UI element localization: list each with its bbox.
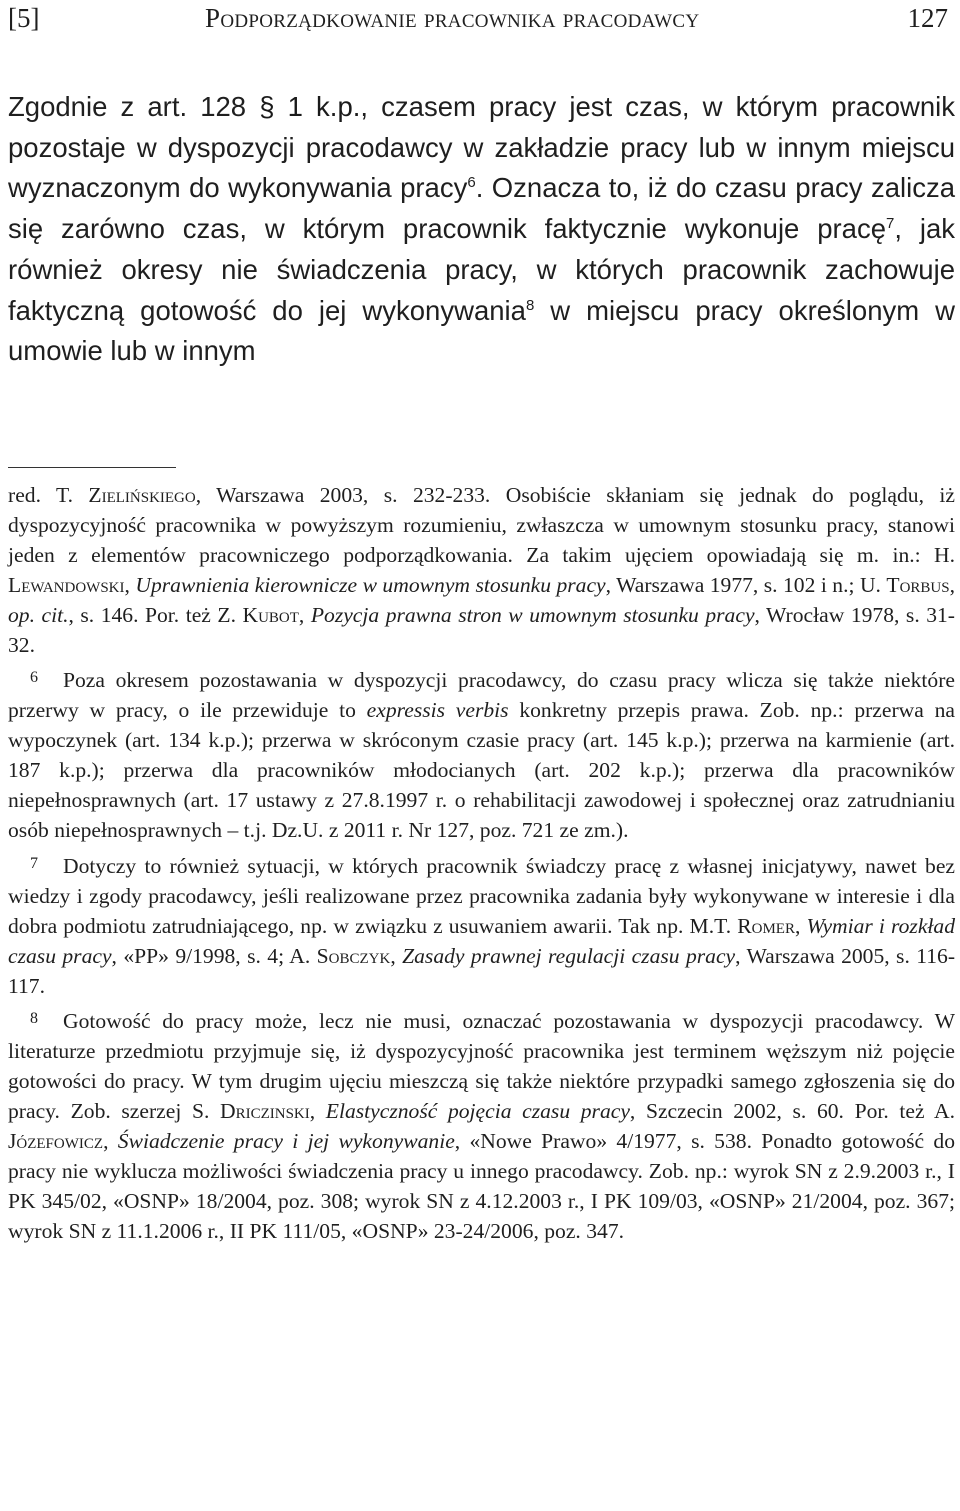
footnote-8: 8 Gotowość do pracy może, lecz nie musi, oznaczać pozostawania w dyspozycji pracodawcy. W literaturze przedmiotu przyjmuje się, iż dyspozycyjność pracownika jest terminem węższym niż pojęcie gotowości do pracy. W tym drugim ujęciu mieszczą się także niektóre przypadki samego zgłoszenia się do pracy. Zob. szerzej S. Driczinski, Elastyczność pojęcia czasu pracy, Szczecin 2002, s. 60. Por. też A. Józefowicz, Świadczenie pracy i jej wykonywanie, «Nowe Prawo» 4/1977, s. 538. Ponadto gotowość do pracy nie wyklucza możliwości świadczenia pracy u innego pracodawcy. Zob. np.: wyrok SN z 2.9.2003 r., I PK 345/02, «OSNP» 18/2004, poz. 308; wyrok SN z 4.12.2003 r., I PK 109/03, «OSNP» 21/2004, poz. 367; wyrok SN z 11.1.2006 r., II PK 111/05, «OSNP» 23-24/2006, poz. 347.	[8, 1004, 955, 1246]
footnote-separator	[8, 467, 176, 468]
footnote-number: 6	[30, 669, 38, 687]
footnote-7: 7 Dotyczy to również sytuacji, w których pracownik świadczy pracę z własnej inicjatywy, nawet bez wiedzy i zgody pracodawcy, jeśli realizowane przez pracownika zadania były wykonywane w interesie i dla dobra podmiotu zatrudniającego, np. w związku z usuwaniem awarii. Tak np. M.T. Romer, Wymiar i rozkład czasu pracy, «PP» 9/1998, s. 4; A. Sobczyk, Zasady prawnej regulacji czasu pracy, Warszawa 2005, s. 116-117.	[8, 849, 955, 1002]
footnote-ref-7[interactable]: 7	[886, 215, 895, 233]
running-header	[0, 0, 960, 40]
footnote-continued: red. T. Zielińskiego, Warszawa 2003, s. 232-233. Osobiście skłaniam się jednak do poglądu, iż dyspozycyjność pracownika w powyższym rozumieniu, zwłaszcza w umownym stosunku pracy, stanowi jeden z elementów pracowniczego podporządkowania. Za takim ujęciem opowiadają się m. in.: H. Lewandowski, Uprawnienia kierownicze w umownym stosunku pracy, Warszawa 1977, s. 102 i n.; U. Torbus, op. cit., s. 146. Por. też Z. Kubot, Pozycja prawna stron w umownym stosunku pracy, Wrocław 1978, s. 31-32.	[8, 483, 956, 657]
footnote-6: 6 Poza okresem pozostawania w dyspozycji pracodawcy, do czasu pracy wlicza się także niektóre przerwy w pracy, o ile przewiduje to expressis verbis konkretny przepis prawa. Zob. np.: przerwa na wypoczynek (art. 134 k.p.); przerwa w skróconym czasie pracy (art. 145 k.p.); przerwa na karmienie (art. 187 k.p.); przerwa dla pracowników młodocianych (art. 202 k.p.); przerwa dla pracowników niepełnosprawnych (art. 17 ustawy z 27.8.1997 r. o rehabilitacji zawodowej i społecznej oraz zatrudnianiu osób niepełnosprawnych – t.j. Dz.U. z 2011 r. Nr 127, poz. 721 ze zm.).	[8, 663, 955, 845]
footnotes	[8, 481, 955, 1247]
main-paragraph: Zgodnie z art. 128 § 1 k.p., czasem pracy jest czas, w którym pracownik pozostaje w dyspozycji pracodawcy w zakładzie pracy lub w innym miejscu wyznaczonym do wykonywania pracy$^6$. Oznacza to, iż do czasu pracy zalicza się zarówno czas, w którym pracownik faktycznie wykonuje pracę$^7$, jak również okresy nie świadczenia pracy, w których pracownik zachowuje faktyczną gotowość do jej wykonywania$^8$ w miejscu pracy określonym w umowie lub w innym	[8, 91, 956, 367]
footnote-ref-8[interactable]: 8	[525, 296, 535, 314]
footnote-number: 7	[30, 854, 38, 872]
section-number: [5]	[8, 3, 40, 33]
page-number: 127	[907, 3, 948, 33]
footnote-ref-6[interactable]: 6	[467, 174, 476, 192]
footnote-number: 8	[30, 1010, 38, 1028]
running-title: Podporządkowanie pracownika pracodawcy	[205, 3, 700, 33]
article-link[interactable]: § 1 k.p.	[259, 91, 361, 122]
main-text	[8, 87, 955, 372]
